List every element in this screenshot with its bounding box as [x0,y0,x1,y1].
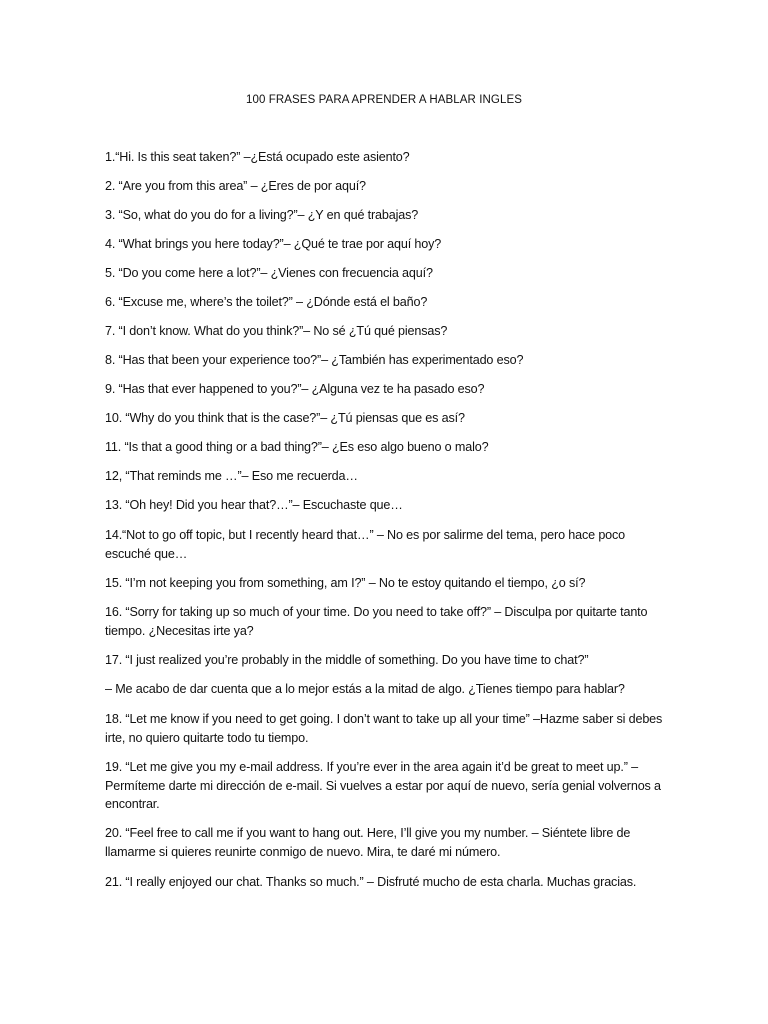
phrase-item: 9. “Has that ever happened to you?”– ¿Alguna vez te ha pasado eso? [105,382,485,396]
phrase-item: 18. “Let me know if you need to get going. I don’t want to take up all your time” –Hazme saber si debes irte, no quiero quitarte todo tu tiempo. [105,712,663,745]
phrase-item: 13. “Oh hey! Did you hear that?…”– Escuchaste que… [105,498,403,512]
phrase-item: 11. “Is that a good thing or a bad thing?”– ¿Es eso algo bueno o malo? [105,440,489,454]
phrase-item: 15. “I’m not keeping you from something, am I?” – No te estoy quitando el tiempo, ¿o sí? [105,576,586,590]
phrase-item: 2. “Are you from this area” – ¿Eres de por aquí? [105,179,366,193]
phrase-item: 7. “I don’t know. What do you think?”– No sé ¿Tú qué piensas? [105,324,448,338]
phrase-item: 21. “I really enjoyed our chat. Thanks so much.” – Disfruté mucho de esta charla. Muchas gracias. [105,875,637,889]
phrase-item: 8. “Has that been your experience too?”– ¿También has experimentado eso? [105,353,524,367]
phrase-item: 19. “Let me give you my e-mail address. If you’re ever in the area again it’d be great to meet up.” – Permíteme darte mi dirección de e-mail. Si vuelves a estar por aquí de nuevo, sería genial volvernos a encontrar. [105,760,661,811]
phrase-item: 14.“Not to go off topic, but I recently heard that…” – No es por salirme del tema, pero hace poco escuché que… [105,528,626,561]
phrase-item: 12, “That reminds me …”– Eso me recuerda… [105,469,358,483]
phrase-item: 17. “I just realized you’re probably in the middle of something. Do you have time to chat?” [105,653,589,667]
phrase-item: 4. “What brings you here today?”– ¿Qué te trae por aquí hoy? [105,237,442,251]
phrase-item: 6. “Excuse me, where’s the toilet?” – ¿Dónde está el baño? [105,295,428,309]
phrase-item: 10. “Why do you think that is the case?”– ¿Tú piensas que es así? [105,411,465,425]
phrase-item: 5. “Do you come here a lot?”– ¿Vienes con frecuencia aquí? [105,266,433,280]
phrase-item: 16. “Sorry for taking up so much of your time. Do you need to take off?” – Disculpa por quitarte tanto tiempo. ¿Necesitas irte ya? [105,605,648,638]
phrase-item: 3. “So, what do you do for a living?”– ¿Y en qué trabajas? [105,208,419,222]
phrase-item: 1.“Hi. Is this seat taken?” –¿Está ocupado este asiento? [105,150,410,164]
document-title: 100 FRASES PARA APRENDER A HABLAR INGLES [245,94,523,106]
phrase-item: 20. “Feel free to call me if you want to hang out. Here, I’ll give you my number. – Siéntete libre de llamarme si quieres reunirte conmigo de nuevo. Mira, te daré mi número. [105,826,631,859]
phrase-item: – Me acabo de dar cuenta que a lo mejor estás a la mitad de algo. ¿Tienes tiempo para hablar? [105,682,625,696]
